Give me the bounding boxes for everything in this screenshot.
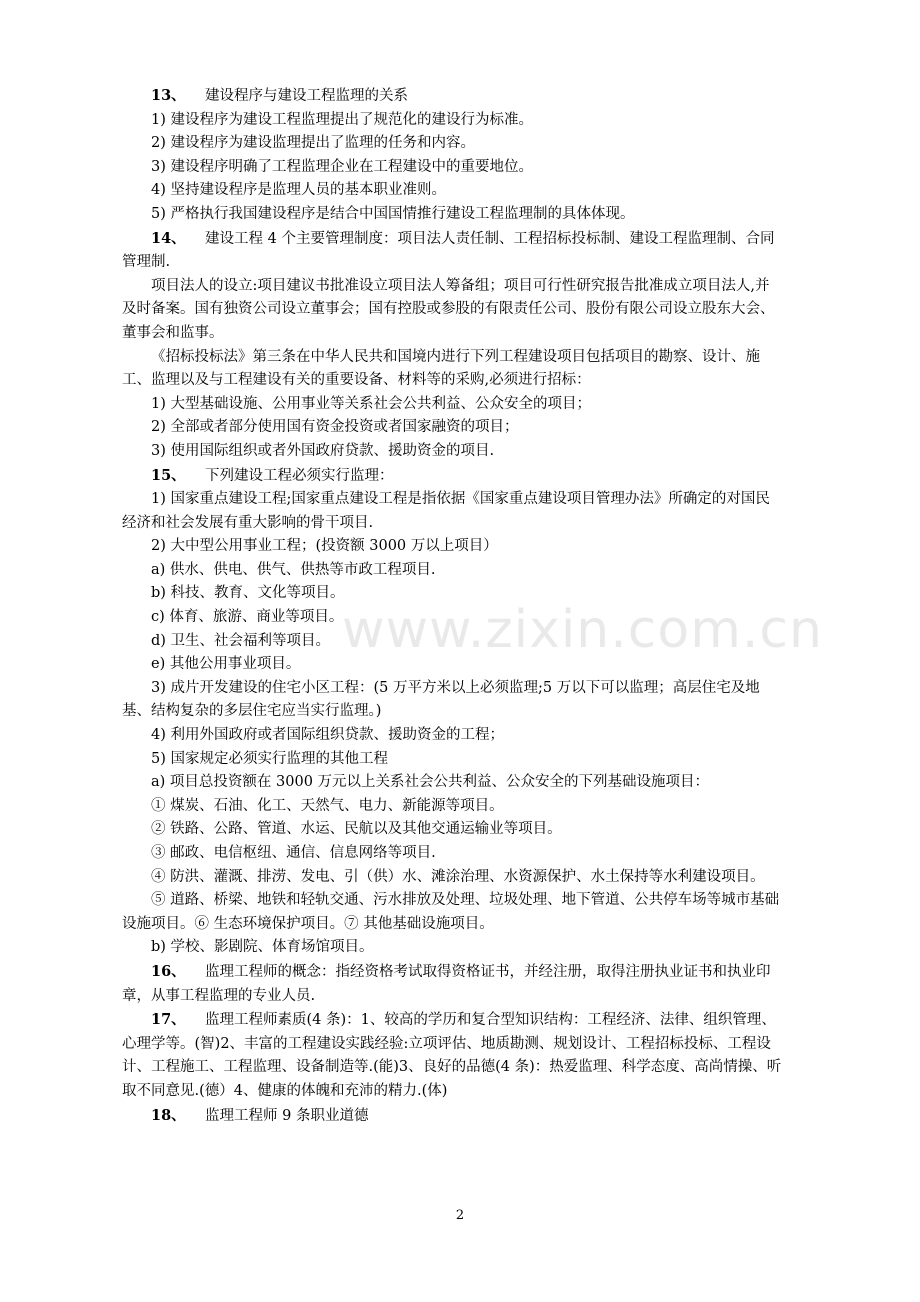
paragraph-text: 项目法人的设立:项目建议书批准设立项目法人筹备组；项目可行性研究报告批准成立项目法人,并及时备案。国有独资公司设立董事会；国有控股或参股的有限责任公司、股份有限公司设立股东大会、董事会和监事。	[122, 277, 775, 341]
paragraph-text: ④ 防洪、灌溉、排涝、发电、引（供）水、滩涂治理、水资源保护、水土保持等水利建设项目。	[151, 868, 765, 885]
paragraph-text: 建设程序与建设工程监理的关系	[205, 88, 408, 104]
section-paragraph	[122, 84, 782, 109]
paragraph-text: 2) 大中型公用事业工程；(投资额 3000 万以上项目）	[151, 538, 498, 555]
paragraph-text: ① 煤炭、石油、化工、天然气、电力、新能源等项目。	[151, 797, 504, 814]
paragraph-text: b) 科技、教育、文化等项目。	[151, 585, 345, 602]
paragraph-text: 4) 利用外国政府或者国际组织贷款、援助资金的工程；	[151, 727, 504, 744]
section-number: 17、	[151, 1011, 186, 1029]
section-number: 14、	[151, 229, 186, 247]
body-paragraph	[122, 559, 782, 583]
body-paragraph	[122, 818, 782, 842]
body-paragraph	[122, 866, 782, 890]
body-paragraph	[122, 203, 782, 227]
paragraph-text: 监理工程师的概念：指经资格考试取得资格证书，并经注册，取得注册执业证书和执业印章，从事工程监理的专业人员.	[122, 963, 771, 1004]
section-number: 15、	[151, 466, 186, 484]
paragraph-text: 监理工程师 9 条职业道德	[205, 1107, 369, 1124]
paragraph-text: d) 卫生、社会福利等项目。	[151, 632, 331, 649]
body-paragraph	[122, 416, 782, 440]
paragraph-text: 《招标投标法》第三条在中华人民共和国境内进行下列工程建设项目包括项目的勘察、设计、施工、监理以及与工程建设有关的重要设备、材料等的采购,必须进行招标：	[122, 348, 760, 389]
paragraph-text: 2) 全部或者部分使用国有资金投资或者国家融资的项目；	[151, 419, 519, 436]
body-paragraph	[122, 677, 782, 724]
body-paragraph	[122, 440, 782, 464]
paragraph-text: 3) 使用国际组织或者外国政府贷款、援助资金的项目.	[151, 442, 495, 459]
body-paragraph	[122, 488, 782, 535]
body-paragraph	[122, 179, 782, 203]
paragraph-text: ③ 邮政、电信枢纽、通信、信息网络等项目.	[151, 845, 436, 861]
paragraph-text: b) 学校、影剧院、体育场馆项目。	[151, 939, 374, 956]
section-number: 13、	[151, 87, 186, 104]
body-paragraph	[122, 109, 782, 133]
section-number: 16、	[151, 962, 186, 980]
paragraph-text: 监理工程师素质(4 条)：1、较高的学历和复合型知识结构：工程经济、法律、组织管理、心理学等。(智)2、丰富的工程建设实践经验:立项评估、地质勘测、规划设计、工程招标投标、工程设计、工程施工、工程监理、设备制造等.(能)3、良好的品德(4 条)：热爱监理、科学态度、高尚情操、听取不同意见.(德）4、健康的体魄和充沛的精力.(体)	[122, 1012, 782, 1099]
paragraph-text: 3) 成片开发建设的住宅小区工程：(5 万平方米以上必须监理;5 万以下可以监理；高层住宅及地基、结构复杂的多层住宅应当实行监理。)	[122, 679, 760, 720]
paragraph-text: a) 项目总投资额在 3000 万元以上关系社会公共利益、公众安全的下列基础设施项目：	[151, 774, 710, 791]
body-paragraph	[122, 275, 782, 346]
paragraph-text: 5) 国家规定必须实行监理的其他工程	[151, 750, 388, 767]
section-paragraph	[122, 960, 782, 1008]
paragraph-text: 4) 坚持建设程序是监理人员的基本职业准则。	[151, 182, 446, 199]
body-paragraph	[122, 795, 782, 819]
body-paragraph	[122, 936, 782, 960]
paragraph-text: 5) 严格执行我国建设程序是结合中国国情推行建设工程监理制的具体体现。	[151, 205, 635, 222]
body-paragraph	[122, 346, 782, 393]
section-paragraph	[122, 1008, 782, 1103]
body-paragraph	[122, 748, 782, 772]
body-paragraph	[122, 393, 782, 417]
body-paragraph	[122, 771, 782, 795]
paragraph-text: ⑤ 道路、桥梁、地铁和轻轨交通、污水排放及处理、垃圾处理、地下管道、公共停车场等城市基础设施项目。⑥ 生态环境保护项目。⑦ 其他基础设施项目。	[122, 892, 780, 932]
paragraph-text: e) 其他公用事业项目。	[151, 656, 301, 673]
body-paragraph	[122, 889, 782, 936]
body-paragraph	[122, 535, 782, 559]
paragraph-text: 建设工程 4 个主要管理制度：项目法人责任制、工程招标投标制、建设工程监理制、合同管理制.	[122, 230, 775, 271]
paragraph-text: a) 供水、供电、供气、供热等市政工程项目.	[151, 561, 436, 578]
paragraph-text: 1) 国家重点建设工程;国家重点建设工程是指依据《国家重点建设项目管理办法》所确定的对国民经济和社会发展有重大影响的骨干项目.	[122, 491, 770, 531]
paragraph-text: 1) 大型基础设施、公用事业等关系社会公共利益、公众安全的项目；	[151, 395, 591, 412]
paragraph-text: 2) 建设程序为建设监理提出了监理的任务和内容。	[151, 135, 475, 152]
page-number: 2	[455, 1208, 465, 1223]
paragraph-text: 3) 建设程序明确了工程监理企业在工程建设中的重要地位。	[151, 158, 533, 175]
body-paragraph	[122, 724, 782, 748]
watermark: www.zixin.com.cn	[342, 600, 823, 660]
paragraph-text: c) 体育、旅游、商业等项目。	[151, 609, 344, 626]
paragraph-text: ② 铁路、公路、管道、水运、民航以及其他交通运输业等项目。	[151, 821, 562, 838]
section-paragraph	[122, 1104, 782, 1129]
body-paragraph	[122, 842, 782, 866]
paragraph-text: 下列建设工程必须实行监理：	[205, 467, 394, 484]
section-paragraph	[122, 464, 782, 489]
body-paragraph	[122, 156, 782, 180]
body-paragraph	[122, 132, 782, 156]
section-number: 18、	[151, 1106, 186, 1124]
section-paragraph	[122, 227, 782, 275]
paragraph-text: 1) 建设程序为建设工程监理提出了规范化的建设行为标准。	[151, 111, 533, 128]
